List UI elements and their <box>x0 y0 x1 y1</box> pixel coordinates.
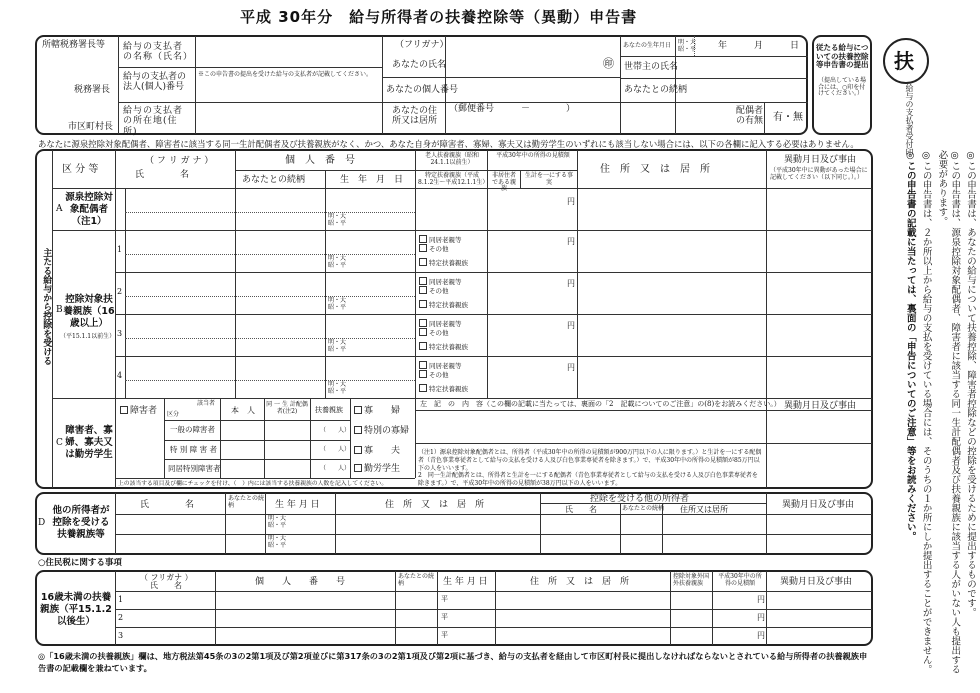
col-relation: あなたとの続柄 <box>242 175 306 185</box>
dis-same: 同 一 生 計配偶者(注2) <box>266 401 308 415</box>
res-furigana: （ フリガナ ） <box>140 573 193 582</box>
other-checkbox[interactable]: その他 <box>419 328 449 337</box>
col-elder: 老人扶養親族（昭和24.1.1以前生） <box>424 152 479 166</box>
res-yen: 円 <box>757 595 765 604</box>
d-sub-name: 氏 名 <box>565 505 597 514</box>
res-number: 個 人 番 号 <box>255 577 346 587</box>
dep-row-number: 2 <box>117 287 123 296</box>
row-a-letter: A <box>56 204 63 214</box>
row-b-label: 控除対象扶養親族（16歳以上） <box>63 294 115 329</box>
payer-number-label: 給与の支払者の法人(個人)番号 <box>123 72 187 93</box>
persons-2: （ 人） <box>320 446 351 453</box>
seal-char: 扶 <box>894 49 914 73</box>
cohabit-checkbox[interactable]: 同居老親等 <box>419 235 462 244</box>
d-sub-relation: あなたとの続柄 <box>622 505 665 512</box>
dis-target: 該当者 <box>197 400 216 407</box>
page-title: 平成 30年分 給与所得者の扶養控除等（異動）申告書 <box>240 8 638 26</box>
res-era: 平 <box>441 595 448 603</box>
note-2: 2 同一生計配偶者とは、所得者と生計を一にする配偶者（青色事業専従者として給与の支払を受ける人及び白色事業専従者を除きます。）で、平成30年中の所得の見積額が38万円以下の人をいいます。 <box>418 472 758 488</box>
special-widow-checkbox[interactable]: 特別の寡婦 <box>354 426 409 436</box>
res-name: 氏 名 <box>150 581 182 590</box>
res-era: 平 <box>441 631 448 639</box>
section-d-letter: D <box>38 518 46 528</box>
dis-self: 本 人 <box>231 406 255 415</box>
tax-office-suffix: 税務署長 <box>74 85 111 95</box>
dis-kubun: 区分 <box>167 411 180 418</box>
right-note-2: ◎この申告書は、源泉控除対象配偶者、障害者に該当する同一生計配偶者及び扶養親族に該当する人がいない人も提出する必要があります。 <box>936 150 961 674</box>
relation-label: あなたとの続柄 <box>624 85 688 95</box>
d-change: 異動月日及び事由 <box>782 500 855 510</box>
res-row-number: 1 <box>118 595 124 604</box>
col-address: 住 所 又 は 居 所 <box>600 164 710 175</box>
d-name: 氏 名 <box>140 500 195 510</box>
c-note: 上の該当する項目及び欄にチェックを付け、（ ）内には該当する扶養親族の人数を記入してください。 <box>118 481 388 487</box>
d-birth: 生 年 月 日 <box>275 500 320 510</box>
persons-1: （ 人） <box>320 427 351 434</box>
your-number-label: あなたの個人番号 <box>386 85 459 95</box>
payer-number-note: ※この申告書の提出を受けた給与の支払者が記載してください。 <box>198 71 373 78</box>
cohabit-checkbox[interactable]: 同居老親等 <box>419 277 462 286</box>
dis-general: 一般の障害者 <box>170 425 215 434</box>
row-b-letter: B <box>56 305 63 315</box>
col-birth: 生 年 月 日 <box>340 175 404 185</box>
dep-era: 明・大昭・平 <box>328 339 347 353</box>
dep-row-number: 4 <box>117 371 123 380</box>
disabled-checkbox[interactable]: 障害者 <box>120 406 157 416</box>
spouse-value[interactable]: 有・無 <box>773 112 803 123</box>
right-note-4: ◎この申告書の記載に当たっては、裏面の「申告についてのご注意」等をお読みください。 <box>904 150 916 541</box>
birth-era: 明・大昭・平 <box>678 39 697 53</box>
col-income: 平成30年中の所得の見積額 <box>496 152 570 159</box>
row-c-letter: C <box>56 438 63 448</box>
birth-ymd: 年 月 日 <box>718 41 800 51</box>
city-label: 市区町村長 <box>68 122 114 132</box>
change-header-c: 異動月日及び事由 <box>784 401 857 411</box>
footer-note: ◎「16歳未満の扶養親族」欄は、地方税法第45条の3の2第1項及び第2項並びに第317条の3の2第1項及び第2項に基づき、給与の支払者を経由して市区町村長に提出しなければならないとされている給与所得者の扶養親族申告書の記載欄を兼ねています。 <box>38 651 868 674</box>
res-era: 平 <box>441 613 448 621</box>
d-sub-address: 住所又は居所 <box>680 505 728 514</box>
res-row-number: 3 <box>118 631 124 640</box>
col-furigana: （ フ リ ガ ナ ） <box>145 156 214 166</box>
dep-era: 明・大昭・平 <box>328 297 347 311</box>
dep-era: 明・大昭・平 <box>328 255 347 269</box>
note-1: （注1）源泉控除対象配偶者とは、所得者（平成30年中の所得の見積額が900万円以下の人に限ります。）と生計を一にする配偶者（青色事業専従者として給与の支払を受ける人及び白色事業専従者を除きます。）で、平成30年中の所得の見積額が85万円以下の人をいいます。 <box>418 449 762 473</box>
dep-yen: 円 <box>567 237 575 246</box>
res-address: 住 所 又 は 居 所 <box>530 577 630 587</box>
col-change: 異動月日及び事由 <box>784 155 857 165</box>
d-other-taxpayer: 控除を受ける他の所得者 <box>590 494 690 504</box>
col-nonres: 非居住者である親族 <box>491 172 516 193</box>
cohabit-checkbox[interactable]: 同居老親等 <box>419 361 462 370</box>
seal-mark: ㊞ <box>603 57 614 70</box>
your-address-label: あなたの住所又は居所 <box>392 106 438 127</box>
specific-checkbox[interactable]: 特定扶養親族 <box>419 342 468 351</box>
dis-live: 同居特別障害者 <box>168 464 221 473</box>
col-remit: 生計を一にする事実 <box>524 172 573 186</box>
main-side-label: 主たる給与から控除を受ける <box>41 248 52 365</box>
right-note-1: ◎この申告書は、あなたの給与について扶養控除、障害者控除などの控除を受けるために提出するものです。 <box>965 150 976 617</box>
d-address: 住 所 又 は 居 所 <box>385 500 485 510</box>
row-a-era: 明・大昭・平 <box>328 213 347 227</box>
res-birth: 生 年 月 日 <box>443 577 488 587</box>
other-checkbox[interactable]: その他 <box>419 244 449 253</box>
dep-row-number: 1 <box>117 245 123 254</box>
col-change-note: （平成30年中に異動があった場合に記載してください（以下同じ。）。） <box>770 167 868 181</box>
payer-name-label: 給与の支払者の名称（氏名） <box>123 42 194 63</box>
res-change: 異動月日及び事由 <box>780 577 853 587</box>
row-a-yen: 円 <box>567 197 575 206</box>
resident-label: 16歳未満の扶養親族（平15.1.2以後生） <box>40 592 112 627</box>
seal-caption: 給与の支払者受付印 <box>905 84 914 156</box>
furigana-label: （フリガナ） <box>395 40 449 50</box>
other-checkbox[interactable]: その他 <box>419 286 449 295</box>
col-number: 個 人 番 号 <box>285 155 355 166</box>
dis-special: 特 別 障 害 者 <box>170 445 218 454</box>
section-d-label: 他の所得者が控除を受ける扶養親族等 <box>52 505 110 540</box>
right-note-3: ◎この申告書は、２か所以上から給与の支払を受けている場合には、そのうちの１か所にしか提出することができません。 <box>920 150 932 674</box>
student-checkbox[interactable]: 勤労学生 <box>354 464 400 474</box>
dep-row-number: 3 <box>117 329 123 338</box>
postal-code: （郵便番号 － ） <box>449 104 576 114</box>
col-kubun: 区 分 等 <box>62 164 99 175</box>
your-name-label: あなたの氏名 <box>392 60 447 70</box>
res-yen: 円 <box>757 613 765 622</box>
d-era-2: 明・大昭・平 <box>268 535 287 549</box>
specific-checkbox[interactable]: 特定扶養親族 <box>419 300 468 309</box>
cohabit-checkbox[interactable]: 同居老親等 <box>419 319 462 328</box>
res-abroad: 控除対象外国外扶養親族 <box>673 573 710 587</box>
dis-dep: 扶養親族 <box>315 406 343 414</box>
specific-checkbox[interactable]: 特定扶養親族 <box>419 258 468 267</box>
col-name: 氏 名 <box>135 170 190 180</box>
dep-era: 明・大昭・平 <box>328 381 347 395</box>
right-notes <box>884 150 976 688</box>
payer-address-label: 給与の支払者の所在地(住所) <box>123 106 184 137</box>
dep-yen: 円 <box>567 279 575 288</box>
res-relation: あなたとの続柄 <box>398 573 435 587</box>
other-checkbox[interactable]: その他 <box>419 370 449 379</box>
dep-yen: 円 <box>567 321 575 330</box>
d-relation: あなたとの続柄 <box>228 495 265 509</box>
resident-heading: ○住民税に関する事項 <box>38 558 122 568</box>
household-head-label: 世帯主の氏名 <box>624 62 679 72</box>
res-income: 平成30年中の所得の見積額 <box>718 573 762 587</box>
secondary-title: 従たる給与についての扶養控除等申告書の提出 <box>816 43 869 70</box>
d-era-1: 明・大昭・平 <box>268 515 287 529</box>
intro-text: あなたに源泉控除対象配偶者、障害者に該当する同一生計配偶者及び扶養親族がなく、かつ、あなた自身が障害者、寡婦、寡夫又は勤労学生のいずれにも該当しない場合には、以下の各欄に記入する必要はありません。 <box>38 139 859 149</box>
res-yen: 円 <box>757 631 765 640</box>
widow-checkbox[interactable]: 寡 婦 <box>354 406 400 416</box>
widower-checkbox[interactable]: 寡 夫 <box>354 446 400 456</box>
col-specific: 特定扶養親族（平成8.1.2生～平成12.1.1生） <box>418 172 489 186</box>
birthdate-label: あなたの生年月日 <box>623 42 672 49</box>
remarks-header: 左 記 の 内 容（この欄の記載に当たっては、裏面の「2 記載についてのご注意」の(8)をお読みください。） <box>420 400 781 408</box>
specific-checkbox[interactable]: 特定扶養親族 <box>419 384 468 393</box>
tax-office-label: 所轄税務署長等 <box>42 40 106 50</box>
spouse-label: 配偶者の有無 <box>736 106 764 127</box>
res-row-number: 2 <box>118 613 124 622</box>
persons-3: （ 人） <box>320 465 351 472</box>
row-c-label: 障害者、寡婦、寡夫又は勤労学生 <box>65 425 113 460</box>
row-a-label: 源泉控除対象配偶者（注1） <box>65 192 113 227</box>
row-b-sub: （平15.1.1以前生） <box>60 333 116 340</box>
secondary-note: （提出している場合には、○印を付けてください。） <box>818 77 867 98</box>
dep-yen: 円 <box>567 363 575 372</box>
